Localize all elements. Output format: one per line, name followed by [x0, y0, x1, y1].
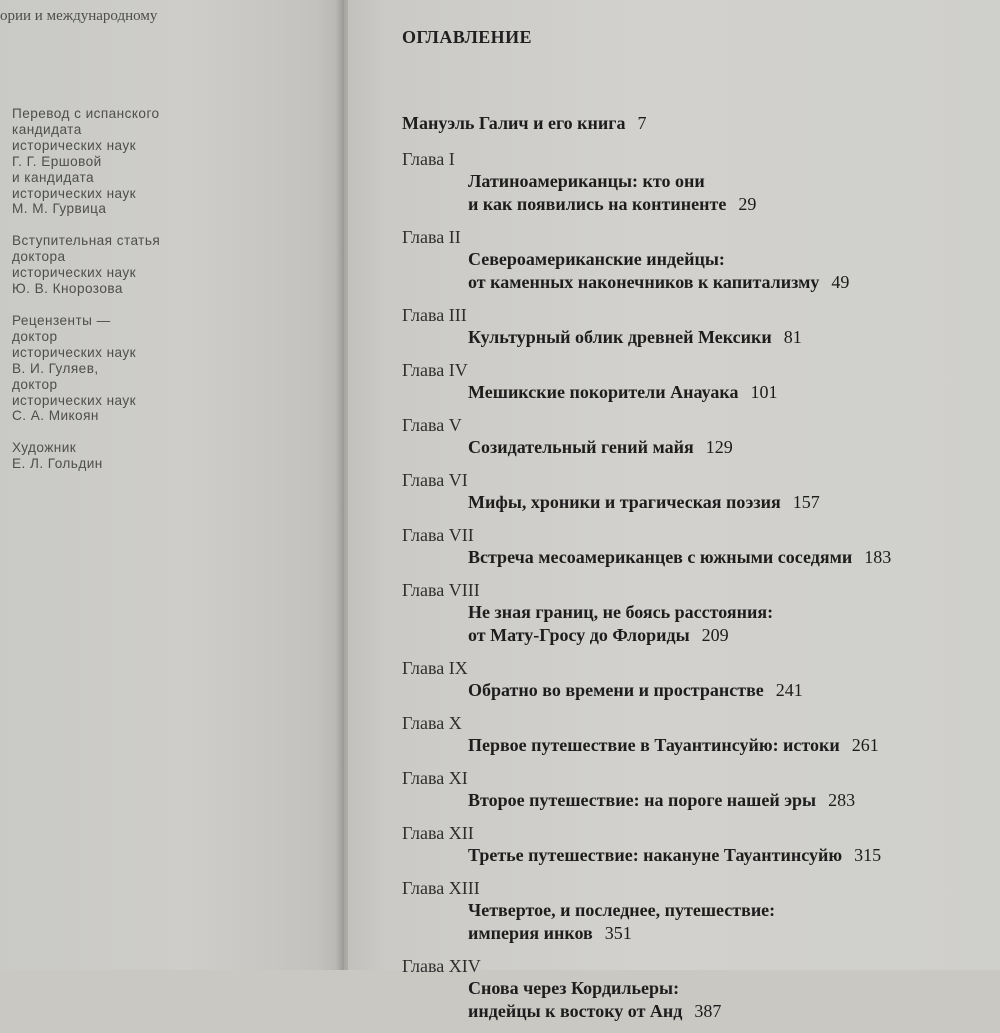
chapter-page-number: 183 — [864, 547, 892, 567]
credit-line: кандидата — [12, 121, 82, 137]
chapter-label: Глава IX — [402, 658, 468, 678]
chapter-title-block — [402, 170, 982, 216]
chapter-page-number: 49 — [831, 272, 850, 292]
toc-chapter-entry — [402, 524, 982, 569]
chapter-title-line — [468, 381, 982, 404]
chapter-label: Глава XIV — [402, 956, 481, 976]
chapter-title-text: Латиноамериканцы: кто они — [468, 171, 705, 191]
chapter-title-line — [468, 844, 982, 867]
chapter-title-line — [468, 170, 982, 193]
chapter-label: Глава VII — [402, 525, 474, 545]
toc-chapter-entry — [402, 955, 982, 1023]
chapter-page-number: 81 — [783, 327, 802, 347]
credit-line: доктор — [12, 328, 58, 344]
chapter-title-text: империя инков — [468, 923, 593, 943]
chapter-title-line — [468, 922, 982, 945]
toc-chapter-entry — [402, 712, 982, 757]
chapter-title-block — [402, 326, 982, 349]
chapter-title-text: Культурный облик древней Мексики — [468, 327, 772, 347]
chapter-title-block — [402, 546, 982, 569]
chapter-title-text: Обратно во времени и пространстве — [468, 680, 764, 700]
toc-chapter-entry — [402, 657, 982, 702]
credit-block — [12, 233, 332, 297]
chapter-title-line — [468, 491, 982, 514]
toc-heading: ОГЛАВЛЕНИЕ — [402, 27, 532, 47]
chapter-title-line — [468, 326, 982, 349]
chapter-title-block — [402, 789, 982, 812]
chapter-title-line — [468, 271, 982, 294]
credit-line: Г. Г. Ершовой — [12, 153, 102, 169]
credit-line: исторических наук — [12, 265, 137, 281]
chapter-label: Глава I — [402, 149, 455, 169]
chapter-page-number: 101 — [750, 382, 778, 402]
toc-chapter-entry — [402, 469, 982, 514]
credits-section — [12, 106, 332, 488]
running-header-fragment: ории и международному — [0, 8, 158, 24]
chapter-title-line — [468, 601, 982, 624]
chapter-label: Глава XIII — [402, 878, 480, 898]
chapter-page-number: 315 — [854, 845, 882, 865]
credit-line: Вступительная статья — [12, 233, 161, 249]
chapter-title-line — [468, 899, 982, 922]
credit-line: и кандидата — [12, 169, 94, 185]
chapter-title-block — [402, 899, 982, 945]
chapter-title-line — [468, 734, 982, 757]
toc-chapter-entry — [402, 579, 982, 647]
chapter-title-block — [402, 734, 982, 757]
chapter-page-number: 157 — [792, 492, 820, 512]
chapter-title-block — [402, 844, 982, 867]
chapter-title-text: Мешикские покорители Анауака — [468, 382, 739, 402]
left-page — [0, 0, 344, 970]
chapter-title-line — [468, 1000, 982, 1023]
chapter-title-text: от каменных наконечников к капитализму — [468, 272, 820, 292]
toc-entry-title-line — [402, 112, 982, 135]
toc-chapter-entry — [402, 822, 982, 867]
chapter-page-number: 129 — [705, 437, 733, 457]
chapter-title-block — [402, 601, 982, 647]
credit-line: исторических наук — [12, 344, 137, 360]
chapter-label: Глава VI — [402, 470, 468, 490]
chapter-title-text: Четвертое, и последнее, путешествие: — [468, 900, 776, 920]
credit-line: исторических наук — [12, 392, 137, 408]
chapter-label: Глава IV — [402, 360, 468, 380]
toc-chapter-entry — [402, 767, 982, 812]
credit-line: исторических наук — [12, 137, 137, 153]
chapter-title-block — [402, 381, 982, 404]
chapter-title-text: Третье путешествие: накануне Тауантинсуйю — [468, 845, 843, 865]
intro-title: Мануэль Галич и его книга — [402, 113, 626, 133]
chapter-title-block — [402, 679, 982, 702]
toc-chapter-entry — [402, 414, 982, 459]
credit-line: М. М. Гурвица — [12, 201, 107, 217]
chapter-page-number: 29 — [738, 194, 757, 214]
chapter-page-number: 387 — [694, 1001, 722, 1021]
chapter-title-block — [402, 977, 982, 1023]
chapter-title-block — [402, 436, 982, 459]
credit-line: Рецензенты — — [12, 312, 111, 328]
toc-chapter-entry — [402, 226, 982, 294]
toc-chapter-entry — [402, 148, 982, 216]
table-of-contents — [402, 112, 982, 1033]
chapter-title-line — [468, 624, 982, 647]
chapter-title-block — [402, 491, 982, 514]
intro-page-number: 7 — [637, 113, 647, 133]
toc-chapter-entry — [402, 304, 982, 349]
chapter-title-line — [468, 436, 982, 459]
toc-chapter-entry — [402, 877, 982, 945]
toc-intro-entry — [402, 112, 982, 135]
chapter-page-number: 261 — [851, 735, 879, 755]
chapter-page-number: 209 — [701, 625, 729, 645]
chapter-title-text: Снова через Кордильеры: — [468, 978, 680, 998]
chapter-page-number: 283 — [828, 790, 856, 810]
chapter-label: Глава VIII — [402, 580, 480, 600]
credit-line: С. А. Микоян — [12, 408, 99, 424]
toc-chapter-entry — [402, 359, 982, 404]
chapter-title-text: и как появились на континенте — [468, 194, 727, 214]
credit-line: Е. Л. Гольдин — [12, 456, 103, 472]
chapter-title-text: Созидательный гений майя — [468, 437, 694, 457]
chapter-title-text: Первое путешествие в Тауантинсуйю: истоки — [468, 735, 840, 755]
chapter-title-text: Встреча месоамериканцев с южными соседями — [468, 547, 853, 567]
chapter-title-text: от Мату-Гросу до Флориды — [468, 625, 690, 645]
credit-block — [12, 440, 332, 472]
chapter-label: Глава V — [402, 415, 462, 435]
chapter-title-line — [468, 789, 982, 812]
chapter-page-number: 351 — [604, 923, 632, 943]
chapter-title-text: Не зная границ, не боясь расстояния: — [468, 602, 774, 622]
chapter-label: Глава II — [402, 227, 461, 247]
chapter-title-text: Североамериканские индейцы: — [468, 249, 725, 269]
chapter-title-text: Второе путешествие: на пороге нашей эры — [468, 790, 817, 810]
credit-line: исторических наук — [12, 185, 137, 201]
credit-block — [12, 313, 332, 424]
chapter-title-text: индейцы к востоку от Анд — [468, 1001, 683, 1021]
chapter-label: Глава III — [402, 305, 467, 325]
chapter-title-line — [468, 193, 982, 216]
chapter-label: Глава XII — [402, 823, 474, 843]
chapter-label: Глава X — [402, 713, 462, 733]
credit-line: доктор — [12, 376, 58, 392]
credit-line: Художник — [12, 440, 77, 456]
credit-line: доктора — [12, 249, 66, 265]
chapter-label: Глава XI — [402, 768, 468, 788]
chapter-page-number: 241 — [775, 680, 803, 700]
chapter-title-text: Мифы, хроники и трагическая поэзия — [468, 492, 781, 512]
chapter-title-line — [468, 546, 982, 569]
chapter-title-line — [468, 679, 982, 702]
chapter-title-line — [468, 248, 982, 271]
credit-line: В. И. Гуляев, — [12, 360, 99, 376]
chapter-title-block — [402, 248, 982, 294]
credit-block — [12, 106, 332, 217]
credit-line: Ю. В. Кнорозова — [12, 281, 123, 297]
credit-line: Перевод с испанского — [12, 106, 160, 121]
chapter-title-line — [468, 977, 982, 1000]
